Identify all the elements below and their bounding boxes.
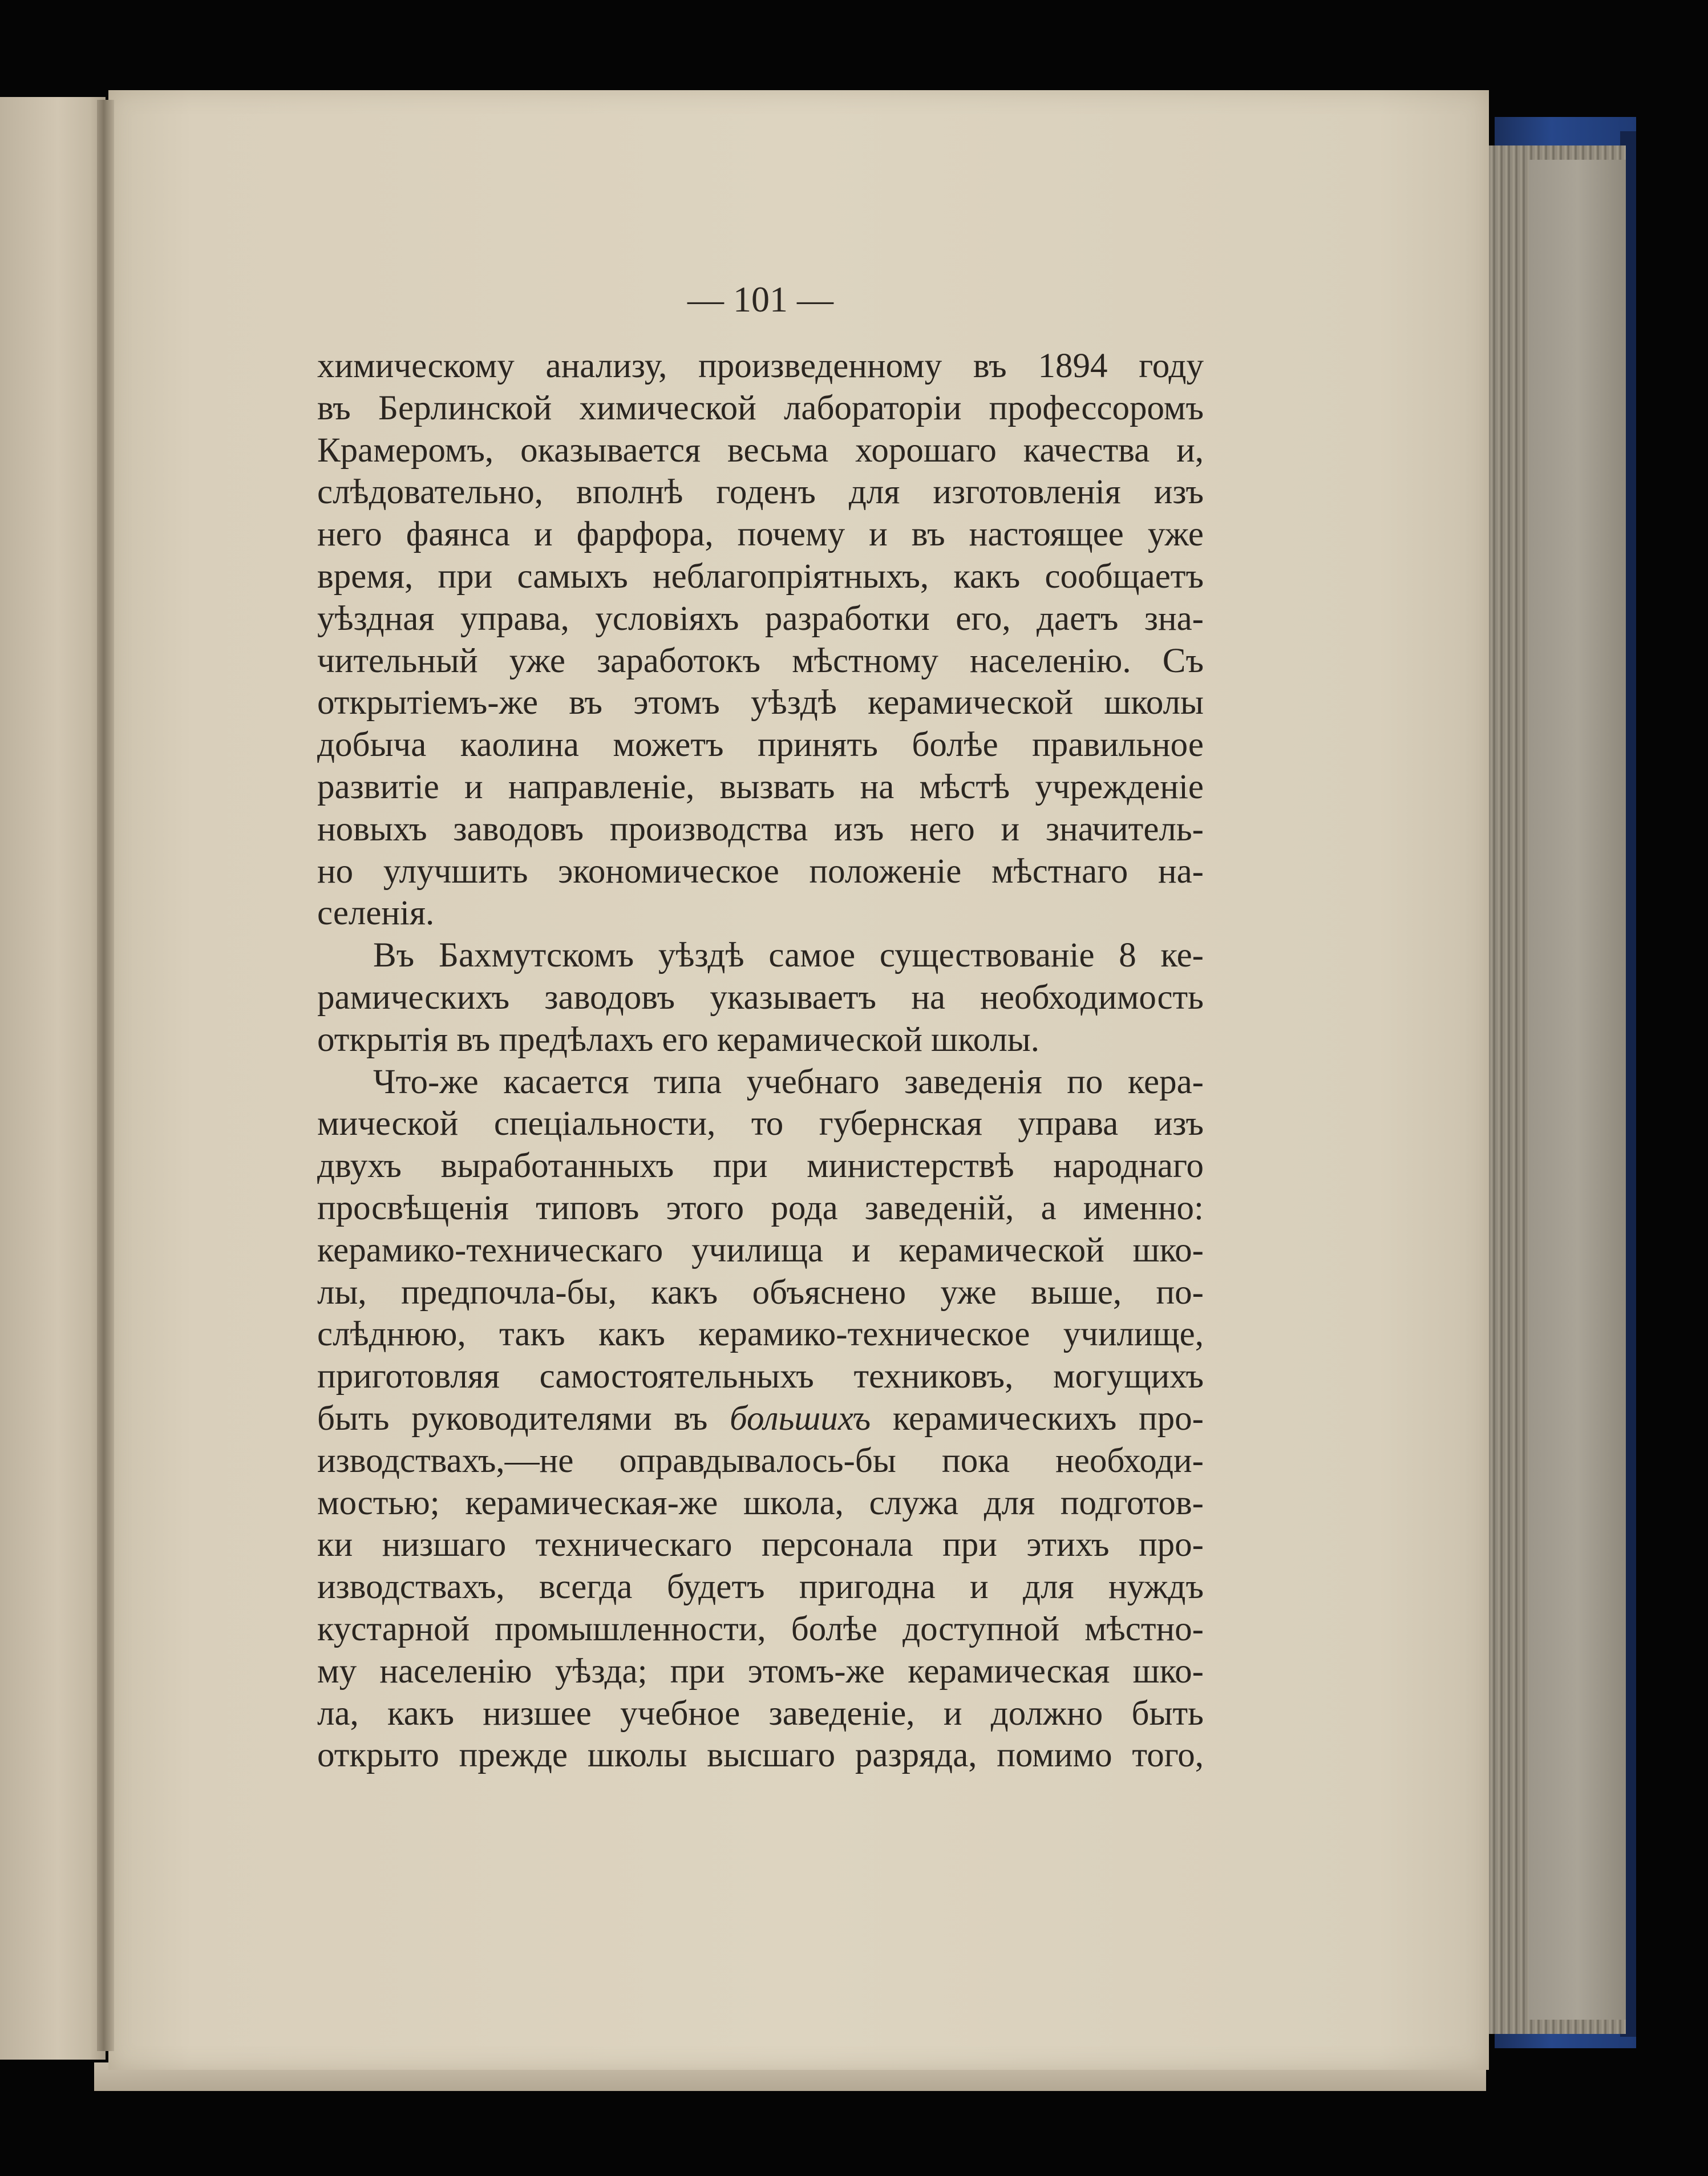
text-line: двухъ выработанныхъ при министерствѣ народнаго	[317, 1147, 1204, 1186]
text-line: ки низшаго техническаго персонала при этихъ про-	[317, 1526, 1204, 1564]
text-line: Что-же касается типа учебнаго заведенія по кера-	[373, 1062, 1204, 1101]
text-line: приготовляя самостоятельныхъ техниковъ, могущихъ	[317, 1357, 1204, 1396]
text-line: керамико-техническаго училища и керамической шко-	[317, 1231, 1204, 1269]
text-line: му населенію уѣзда; при этомъ-же керамическая шко-	[317, 1652, 1204, 1690]
text-line: кустарной промышленности, болѣе доступной мѣстно-	[317, 1609, 1204, 1648]
text-line: но улучшить экономическое положеніе мѣстнаго на-	[317, 852, 1204, 891]
text-line: слѣднюю, такъ какъ керамико-техническое училище,	[317, 1315, 1204, 1354]
text-line: время, при самыхъ неблагопріятныхъ, какъ сообщаетъ	[317, 557, 1204, 596]
text-segment: быть руководителями въ	[317, 1399, 730, 1438]
text-line: Крамеромъ, оказывается весьма хорошаго качества и,	[317, 431, 1204, 470]
text-line: открытіемъ-же въ этомъ уѣздѣ керамической школы	[317, 683, 1204, 722]
book-gutter	[97, 100, 114, 2051]
text-line: въ Берлинской химической лабораторіи профессоромъ	[317, 389, 1204, 427]
text-line: изводствахъ, всегда будетъ пригодна и для нуждъ	[317, 1568, 1204, 1607]
text-line: селенія.	[317, 894, 435, 933]
text-line: Въ Бахмутскомъ уѣздѣ самое существованіе 8 ке-	[373, 936, 1204, 975]
text-line: него фаянса и фарфора, почему и въ настоящее уже	[317, 515, 1204, 554]
page-edges-inner	[1529, 160, 1626, 2020]
body-text	[317, 345, 1204, 1777]
text-line: слѣдовательно, вполнѣ годенъ для изготовленія изъ	[317, 473, 1204, 512]
italic-word: большихъ	[730, 1399, 871, 1438]
page-number: — 101 —	[687, 279, 833, 319]
text-line: новыхъ заводовъ производства изъ него и значитель-	[317, 810, 1204, 848]
text-line: добыча каолина можетъ принять болѣе правильное	[317, 726, 1204, 765]
text-line: развитіе и направленіе, вызвать на мѣстѣ учрежденіе	[317, 767, 1204, 806]
text-line: открыто прежде школы высшаго разряда, помимо того,	[317, 1736, 1204, 1775]
text-line: химическому анализу, произведенному въ 1894 году	[317, 347, 1204, 385]
text-line: уѣздная управа, условіяхъ разработки его, даетъ зна-	[317, 599, 1204, 638]
text-segment: керамическихъ про-	[871, 1399, 1204, 1438]
text-line	[317, 1398, 1204, 1440]
text-line: открытія въ предѣлахъ его керамической школы.	[317, 1020, 1040, 1059]
text-line: изводствахъ,—не оправдывалось-бы пока необходи-	[317, 1441, 1204, 1480]
text-line: мостью; керамическая-же школа, служа для подготов-	[317, 1483, 1204, 1522]
text-line: мической спеціальности, то губернская управа изъ	[317, 1105, 1204, 1143]
text-line: просвѣщенія типовъ этого рода заведеній, а именно:	[317, 1188, 1204, 1227]
text-line: лы, предпочла-бы, какъ объяснено уже выше, по-	[317, 1273, 1204, 1312]
text-line: чительный уже заработокъ мѣстному населенію. Съ	[317, 641, 1204, 680]
text-line: ла, какъ низшее учебное заведеніе, и должно быть	[317, 1694, 1204, 1733]
text-line: рамическихъ заводовъ указываетъ на необходимость	[317, 978, 1204, 1017]
facing-page-edge	[0, 97, 106, 2060]
